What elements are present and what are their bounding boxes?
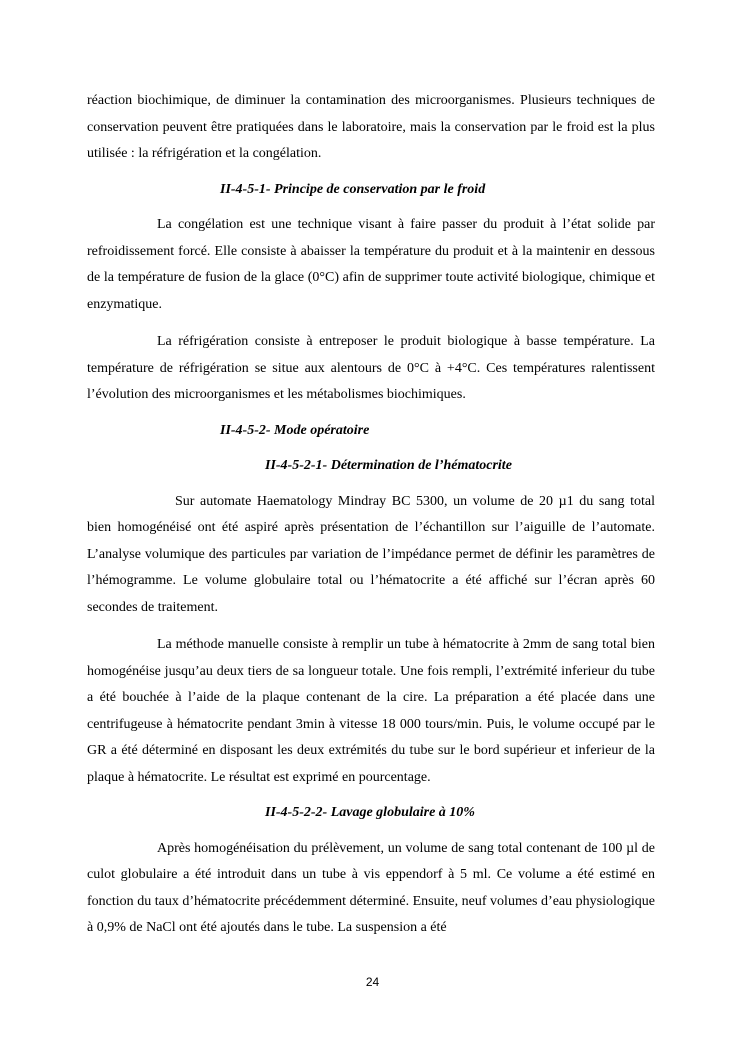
page-number: 24 xyxy=(365,975,380,989)
heading-principe-conservation: II-4-5-1- Principe de conservation par le froid xyxy=(220,181,486,197)
paragraph-homogeneisation: Après homogénéisation du prélèvement, un volume de sang total contenant de 100 µl de culot globulaire a été introduit dans un tube à vis eppendorf à 5 ml. Ce volume a été estimé en fonction du taux d’hématocrite précédemment déterminé. Ensuite, neuf volumes d’eau physiologique à 0,9% de NaCl ont été ajoutés dans le tube. La suspension a été xyxy=(87,840,655,935)
paragraph-methode-manuelle: La méthode manuelle consiste à remplir un tube à hématocrite à 2mm de sang total bien homogénéise jusqu’au deux tiers de sa longueur totale. Une fois rempli, l’extrémité inferieur du tube a été bouchée à l’aide de la plaque contenant de la cire. La préparation a été placée dans une centrifugeuse à hématocrite pendant 3min à vitesse 18 000 tours/min. Puis, le volume occupé par le GR a été déterminé en disposant les deux extrémités du tube sur le bord supérieur et inferieur de la plaque à hématocrite. Le résultat est exprimé en pourcentage. xyxy=(87,637,655,785)
paragraph-refrigeration: La réfrigération consiste à entreposer le produit biologique à basse température. La température de réfrigération se situe aux alentours de 0°C à +4°C. Ces températures ralentissent l’évolution des microorganismes et les métabolismes biochimiques. xyxy=(87,334,655,402)
paragraph-automate: Sur automate Haematology Mindray BC 5300, un volume de 20 µ1 du sang total bien homogénéisé ont été aspiré après présentation de l’échantillon sur l’aiguille de l’automate. L’analyse volumique des particules par variation de l’impédance permet de définir les paramètres de l’hémogramme. Le volume globulaire total ou l’hématocrite a été affiché sur l’écran après 60 secondes de traitement. xyxy=(87,493,655,615)
heading-determination-hematocrite: II-4-5-2-1- Détermination de l’hématocrite xyxy=(265,458,512,473)
document-page xyxy=(87,88,655,942)
heading-lavage-globulaire: II-4-5-2-2- Lavage globulaire à 10% xyxy=(265,805,475,820)
paragraph-congelation: La congélation est une technique visant à faire passer du produit à l’état solide par refroidissement forcé. Elle consiste à abaisser la température du produit et à la maintenir en dessous de la température de fusion de la glace (0°C) afin de supprimer toute activité biologique, chimique et enzymatique. xyxy=(87,217,655,312)
paragraph-conservation-intro: réaction biochimique, de diminuer la contamination des microorganismes. Plusieurs techniques de conservation peuvent être pratiquées dans le laboratoire, mais la conservation par le froid est la plus utilisée : la réfrigération et la congélation. xyxy=(87,93,655,161)
heading-mode-operatoire: II-4-5-2- Mode opératoire xyxy=(220,422,370,438)
